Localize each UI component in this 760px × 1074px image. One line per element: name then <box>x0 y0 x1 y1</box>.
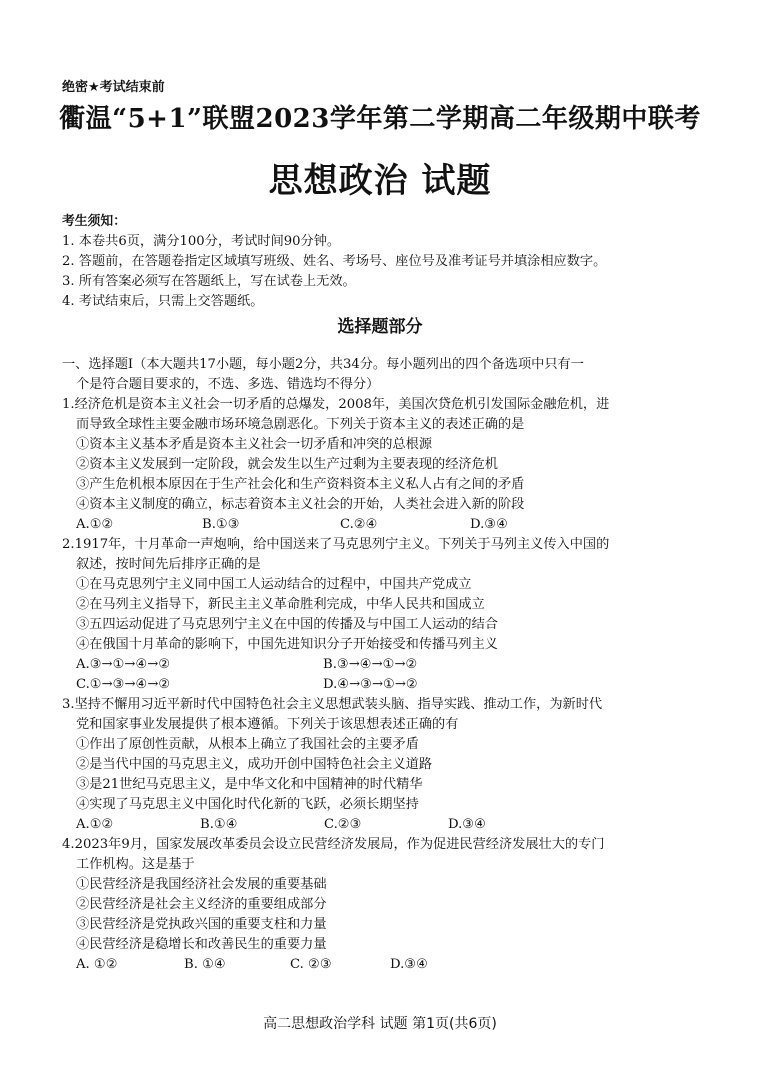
notice-item: 1. 本卷共6页，满分100分，考试时间90分钟。 <box>62 234 341 249</box>
answer-options <box>62 655 712 675</box>
statement-item: ②资本主义发展到一定阶段，就会发生以生产过剩为主要表现的经济危机 <box>76 457 498 472</box>
statement-item: ②是当代中国的马克思主义，成功开创中国特色社会主义道路 <box>76 757 433 772</box>
option-b[interactable]: B. ①④ <box>184 957 226 972</box>
question-stem-cont: 党和国家事业发展提供了根本遵循。下列关于该思想表述正确的有 <box>76 717 459 732</box>
answer-options <box>62 815 712 835</box>
statement-item: ④在俄国十月革命的影响下，中国先进知识分子开始接受和传播马列主义 <box>76 637 498 652</box>
option-c[interactable]: C.②③ <box>324 817 362 832</box>
candidate-notice <box>62 212 712 312</box>
statement-item: ③产生危机根本原因在于生产社会化和生产资料资本主义私人占有之间的矛盾 <box>76 477 525 492</box>
question-stem: 2.1917年，十月革命一声炮响，给中国送来了马克思列宁主义。下列关于马列主义传入中国的 <box>62 537 610 552</box>
question-2 <box>62 535 712 695</box>
notice-heading: 考生须知： <box>62 214 126 229</box>
notice-item: 2. 答题前，在答题卷指定区域填写班级、姓名、考场号、座位号及准考证号并填涂相应数字。 <box>62 254 607 269</box>
question-3 <box>62 695 712 835</box>
option-b[interactable]: B.①④ <box>200 817 238 832</box>
exam-title: 衢温“5+1”联盟2023学年第二学期高二年级期中联考 <box>59 104 701 134</box>
answer-options <box>62 955 712 975</box>
option-b[interactable]: B.①③ <box>202 517 240 532</box>
option-c[interactable]: C.②④ <box>340 517 378 532</box>
option-c[interactable]: C.①→③→④→② <box>76 677 171 692</box>
option-a[interactable]: A.①② <box>76 817 114 832</box>
statement-item: ③民营经济是党执政兴国的重要支柱和力量 <box>76 917 327 932</box>
subject-title: 思想政治 试题 <box>268 161 492 201</box>
question-stem-cont: 工作机构。这是基于 <box>76 857 195 872</box>
statement-item: ①在马克思列宁主义同中国工人运动结合的过程中，中国共产党成立 <box>76 577 472 592</box>
question-1 <box>62 395 712 535</box>
question-section <box>62 355 712 975</box>
answer-options <box>62 675 712 695</box>
answer-options <box>62 515 712 535</box>
statement-item: ③五四运动促进了马克思列宁主义在中国的传播及与中国工人运动的结合 <box>76 617 498 632</box>
option-d[interactable]: D.③④ <box>448 817 486 832</box>
option-d[interactable]: D.③④ <box>470 517 508 532</box>
statement-item: ①民营经济是我国经济社会发展的重要基础 <box>76 877 327 892</box>
statement-item: ①资本主义基本矛盾是资本主义社会一切矛盾和冲突的总根源 <box>76 437 433 452</box>
statement-item: ②在马列主义指导下，新民主主义革命胜利完成，中华人民共和国成立 <box>76 597 485 612</box>
question-stem-cont: 而导致全球性主要金融市场环境急剧恶化。下列关于资本主义的表述正确的是 <box>76 417 525 432</box>
question-stem-cont: 叙述，按时间先后排序正确的是 <box>76 557 261 572</box>
option-c[interactable]: C. ②③ <box>290 957 332 972</box>
page-footer: 高二思想政治学科 试题 第1页(共6页) <box>263 1016 497 1032</box>
statement-item: ④资本主义制度的确立，标志着资本主义社会的开始，人类社会进入新的阶段 <box>76 497 525 512</box>
question-stem: 3.坚持不懈用习近平新时代中国特色社会主义思想武装头脑、指导实践、推动工作，为新时代 <box>62 697 603 712</box>
notice-item: 4. 考试结束后，只需上交答题纸。 <box>62 294 264 309</box>
question-stem: 4.2023年9月，国家发展改革委员会设立民营经济发展局，作为促进民营经济发展壮大的专门 <box>62 837 605 852</box>
statement-item: ④民营经济是稳增长和改善民生的重要力量 <box>76 937 327 952</box>
statement-item: ①作出了原创性贡献，从根本上确立了我国社会的主要矛盾 <box>76 737 419 752</box>
option-a[interactable]: A. ①② <box>76 957 118 972</box>
option-d[interactable]: D.④→③→①→② <box>323 677 418 692</box>
option-b[interactable]: B.③→④→①→② <box>323 657 418 672</box>
section-title: 选择题部分 <box>337 317 423 337</box>
option-a[interactable]: A.③→①→④→② <box>76 657 171 672</box>
option-d[interactable]: D.③④ <box>390 957 428 972</box>
statement-item: ③是21世纪马克思主义，是中华文化和中国精神的时代精华 <box>76 777 423 792</box>
notice-item: 3. 所有答案必须写在答题纸上，写在试卷上无效。 <box>62 274 356 289</box>
question-stem: 1.经济危机是资本主义社会一切矛盾的总爆发，2008年，美国次贷危机引发国际金融危机，进 <box>62 397 610 412</box>
statement-item: ②民营经济是社会主义经济的重要组成部分 <box>76 897 327 912</box>
option-a[interactable]: A.①② <box>76 517 114 532</box>
question-4 <box>62 835 712 975</box>
section-intro-cont: 个是符合题目要求的，不选、多选、错选均不得分） <box>76 377 380 392</box>
section-intro: 一、选择题Ⅰ（本大题共17小题，每小题2分，共34分。每小题列出的四个备选项中只有一 <box>62 357 584 372</box>
statement-item: ④实现了马克思主义中国化时代化新的飞跃，必须长期坚持 <box>76 797 419 812</box>
confidential-label: 绝密★考试结束前 <box>62 80 165 95</box>
